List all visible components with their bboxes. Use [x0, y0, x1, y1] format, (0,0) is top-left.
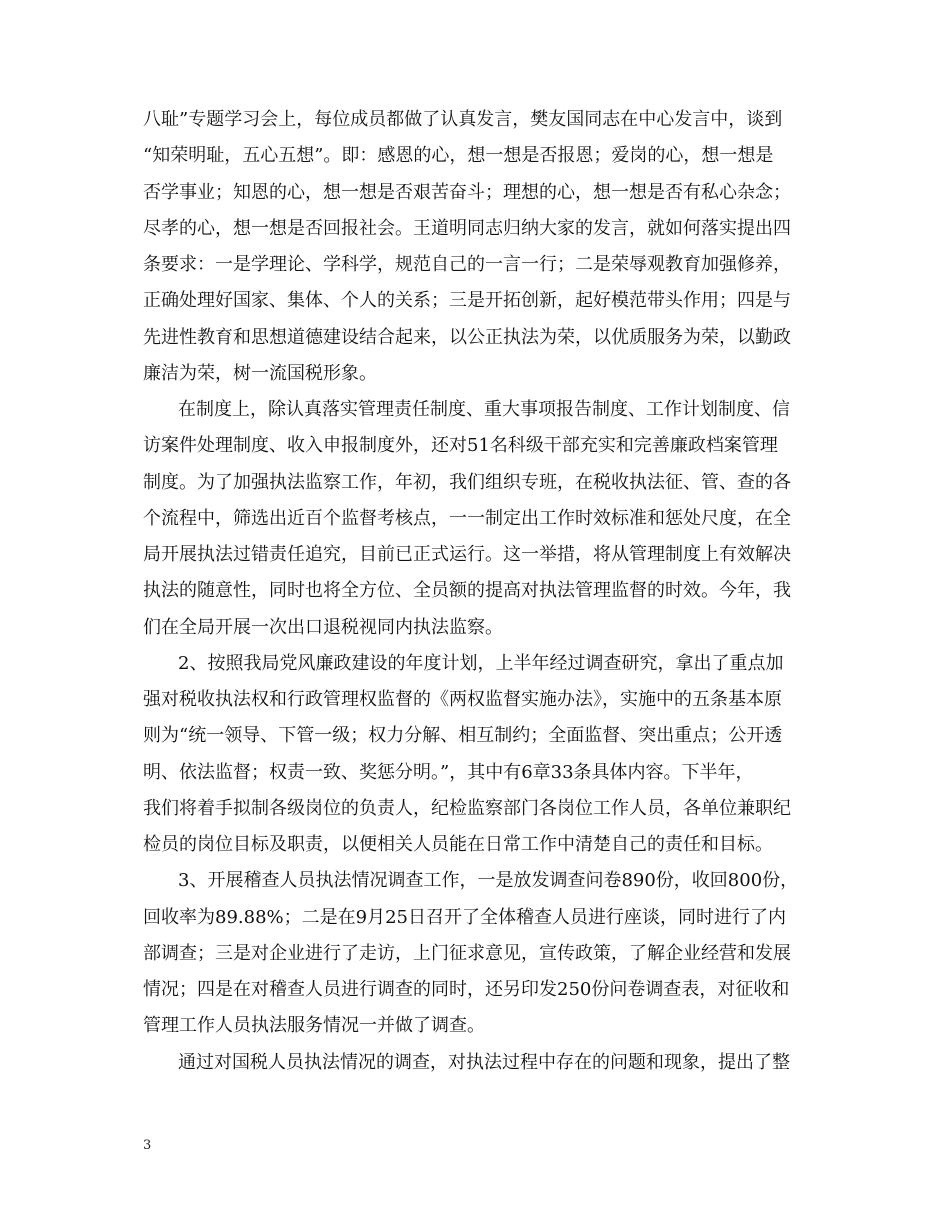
text-line: 八耻”专题学习会上，每位成员都做了认真发言，樊友国同志在中心发言中，谈到 [143, 109, 783, 130]
text-line: 情况；四是在对稽查人员进行调查的同时，还另印发250份问卷调查表，对征收和 [143, 979, 790, 1000]
text-line: “知荣明耻，五心五想”。即：感恩的心，想一想是否报恩；爱岗的心，想一想是 [143, 145, 774, 167]
text-line: 执法的随意性，同时也将全方位、全员额的提高对执法管理监督的时效。今年，我 [143, 580, 791, 602]
text-line: 我们将着手拟制各级岗位的负责人，纪检监察部门各岗位工作人员，各单位兼职纪 [143, 797, 791, 819]
text-line: 强对税收执法权和行政管理权监督的《两权监督实施办法》，实施中的五条基本原 [143, 689, 782, 710]
document-body [143, 102, 823, 1081]
text-line: 明、依法监督；权责一致、奖惩分明。”，其中有6章33条具体内容。下半年， [143, 761, 754, 783]
text-line: 回收率为89.88%；二是在9月25日召开了全体稽查人员进行座谈，同时进行了内 [143, 906, 786, 928]
text-line: 正确处理好国家、集体、个人的关系；三是开拓创新，起好模范带头作用；四是与 [143, 290, 791, 312]
text-line: 访案件处理制度、收入申报制度外，还对51名科级干部充实和完善廉政档案管理 [143, 435, 778, 457]
page-number: 3 [143, 1138, 152, 1153]
text-line: 检员的岗位目标及职责，以便相关人员能在日常工作中清楚自己的责任和目标。 [143, 834, 773, 855]
paragraph-first-line: 2、按照我局党风廉政建设的年度计划，上半年经过调查研究，拿出了重点加 [178, 652, 784, 674]
text-line: 个流程中，筛选出近百个监督考核点，一一制定出工作时效标准和惩处尺度，在全 [143, 507, 791, 529]
paragraph-first-line: 通过对国税人员执法情况的调查，对执法过程中存在的问题和现象，提出了整 [178, 1051, 790, 1073]
text-line: 尽孝的心，想一想是否回报社会。王道明同志归纳大家的发言，就如何落实提出四 [143, 217, 791, 239]
text-line: 局开展执法过错责任追究，目前已正式运行。这一举措，将从管理制度上有效解决 [143, 544, 791, 565]
text-line: 否学事业；知恩的心，想一想是否艰苦奋斗；理想的心，想一想是否有私心杂念； [143, 181, 791, 203]
text-line: 们在全局开展一次出口退税视同内执法监察。 [143, 616, 503, 638]
paragraph-first-line: 在制度上，除认真落实管理责任制度、重大事项报告制度、工作计划制度、信 [178, 399, 790, 420]
paragraph-first-line: 3、开展稽查人员执法情况调查工作，一是放发调查问卷890份，收回800份， [178, 870, 799, 892]
text-line: 管理工作人员执法服务情况一并做了调查。 [143, 1015, 485, 1037]
text-line: 廉洁为荣，树一流国税形象。 [143, 362, 377, 384]
text-line: 制度。为了加强执法监察工作，年初，我们组织专班，在税收执法征、管、查的各 [143, 471, 791, 493]
text-line: 条要求：一是学理论、学科学，规范自己的一言一行；二是荣辱观教育加强修养， [143, 254, 791, 275]
text-line: 先进性教育和思想道德建设结合起来，以公正执法为荣，以优质服务为荣，以勤政 [143, 326, 791, 348]
text-line: 则为“统一领导、下管一级；权力分解、相互制约；全面监督、突出重点；公开透 [143, 725, 783, 747]
text-line: 部调查；三是对企业进行了走访，上门征求意见，宣传政策，了解企业经营和发展 [143, 942, 791, 964]
